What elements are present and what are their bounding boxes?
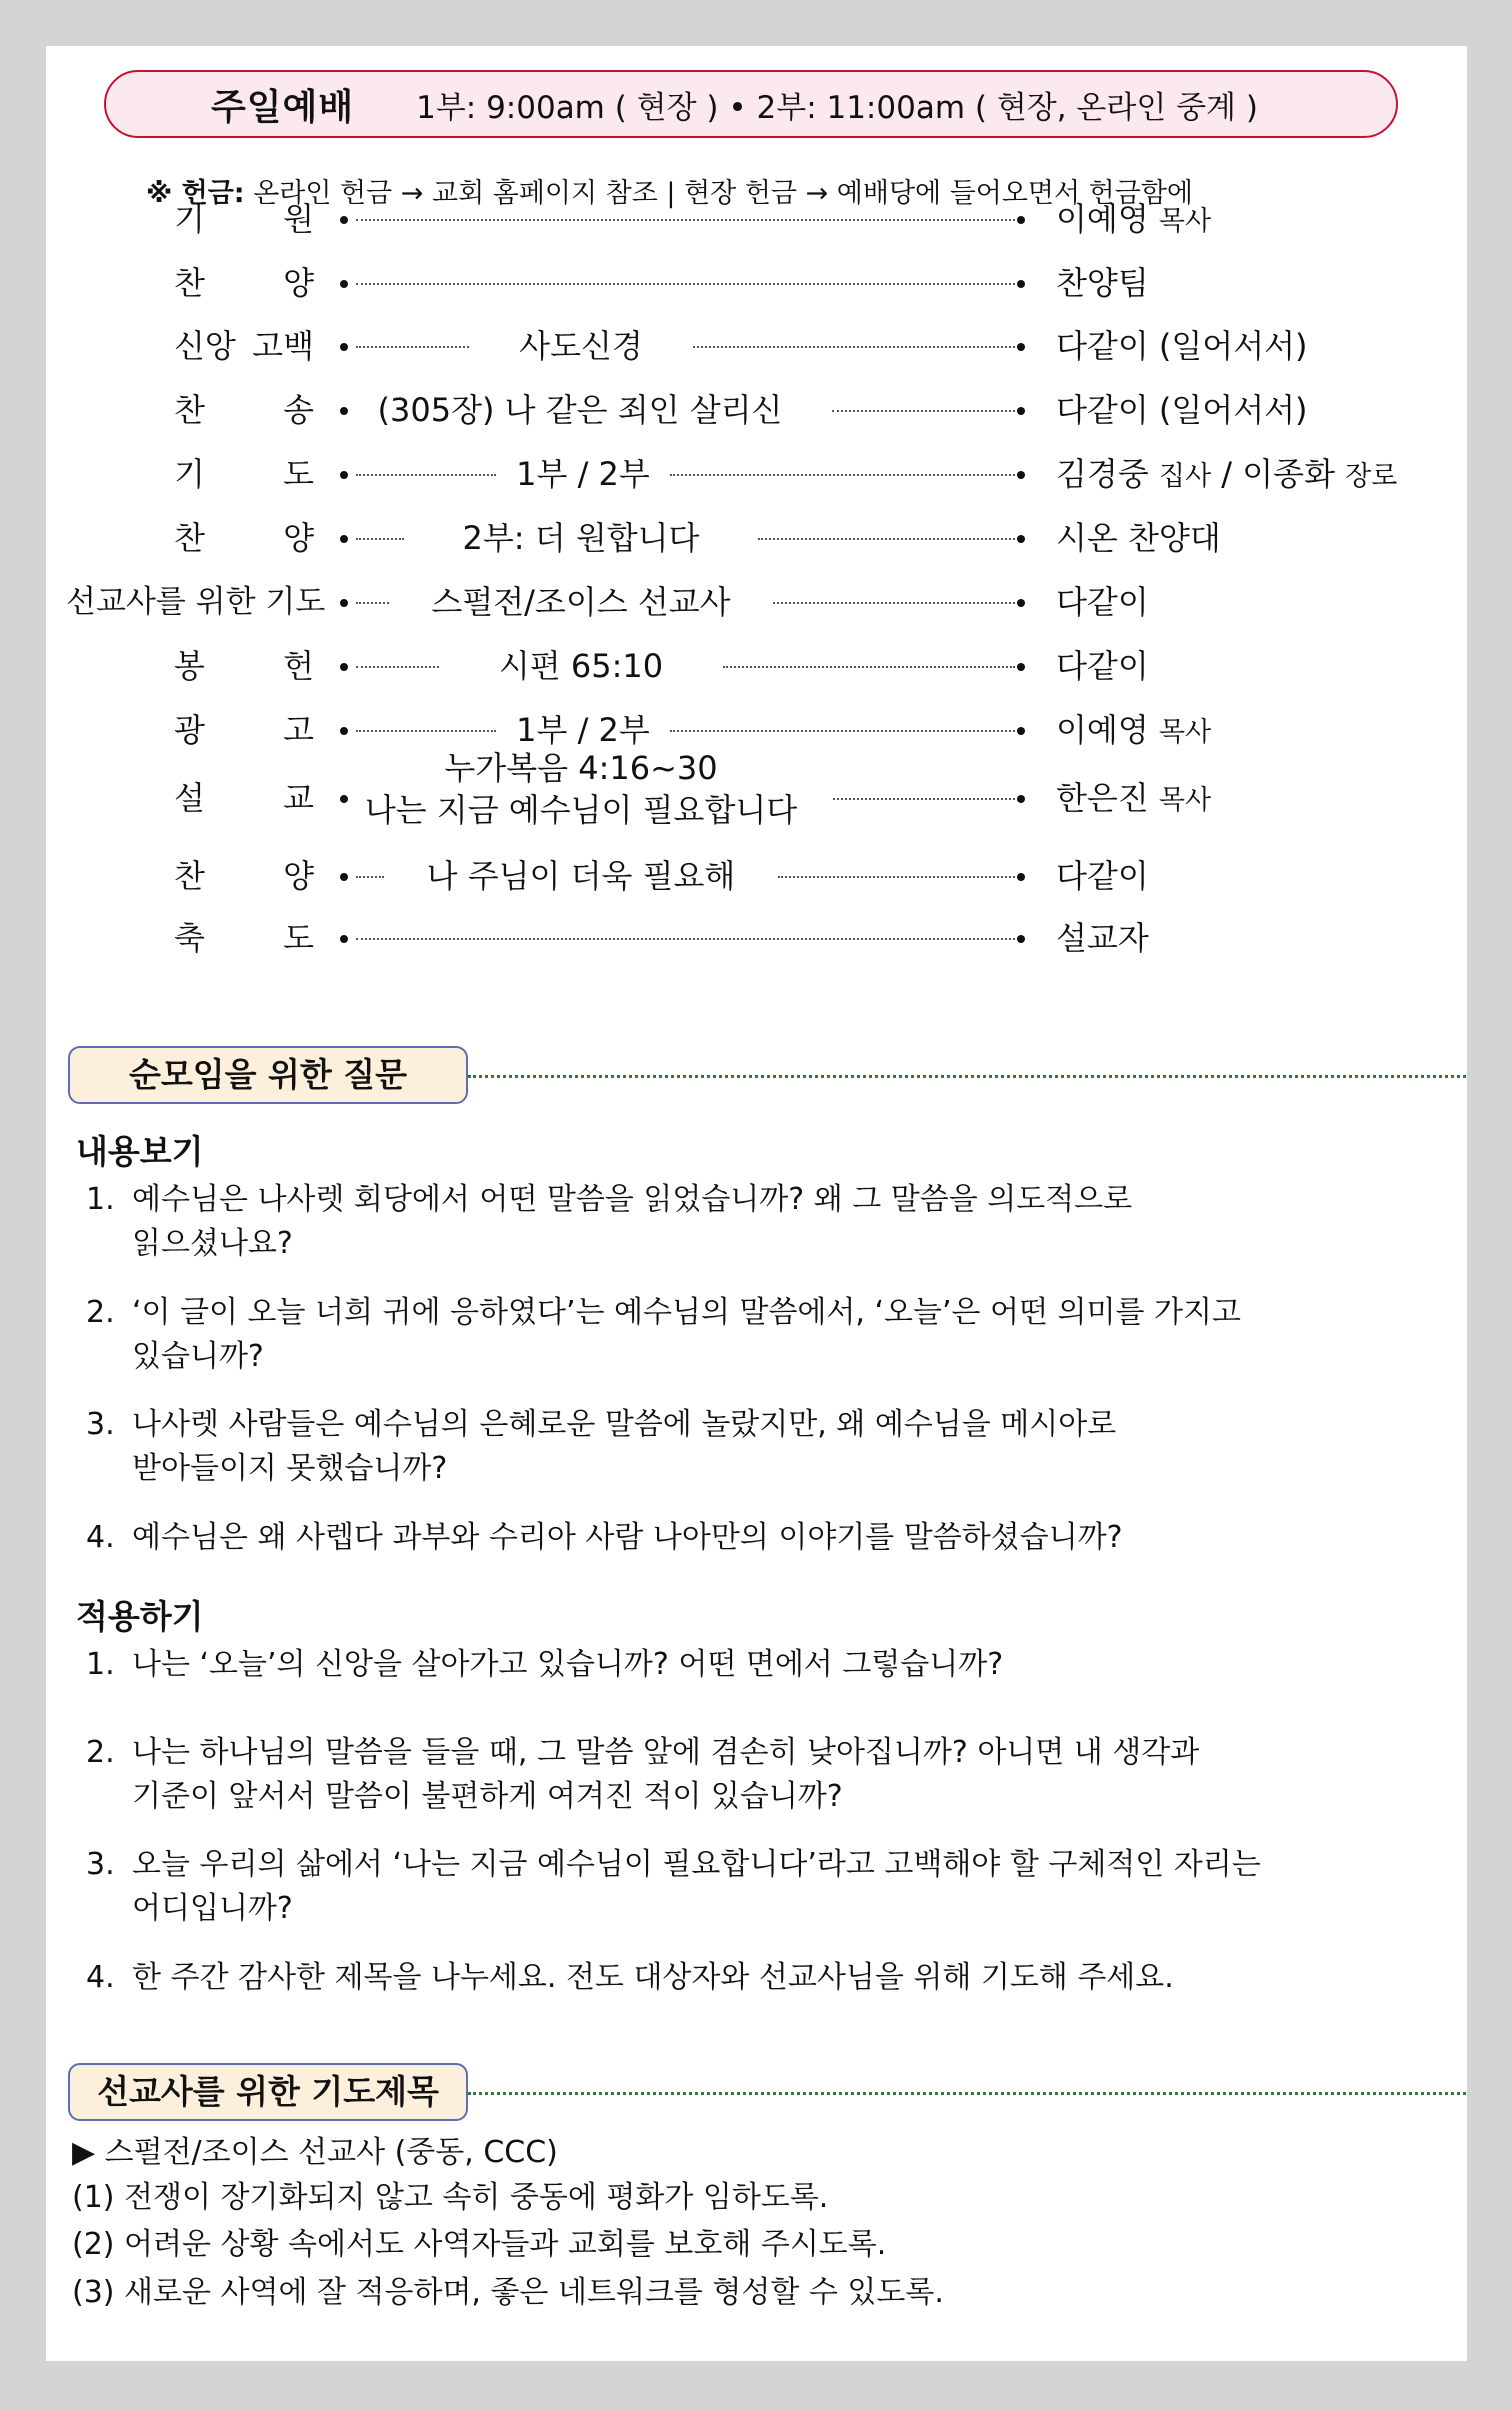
order-item-leader: 다같이 (일어서서) bbox=[1056, 327, 1308, 365]
order-row bbox=[46, 316, 1467, 376]
leader-dots bbox=[723, 666, 1015, 668]
order-item-detail-sub: 나는 지금 예수님이 필요합니다 bbox=[364, 791, 798, 829]
order-row bbox=[46, 572, 1467, 632]
question-item bbox=[86, 1403, 1466, 1491]
order-item-leader: 다같이 bbox=[1056, 583, 1149, 621]
order-item-leader: 김경중 집사 / 이종화 장로 bbox=[1056, 455, 1398, 493]
bullet-dot bbox=[340, 407, 348, 415]
leader-dots bbox=[356, 938, 1015, 940]
worship-times: 1부: 9:00am ( 현장 ) • 2부: 11:00am ( 현장, 온라인 중계 ) bbox=[416, 89, 1258, 126]
question-item bbox=[86, 1291, 1466, 1379]
bulletin-page bbox=[46, 46, 1467, 2361]
order-row bbox=[46, 846, 1467, 906]
mission-prayer-header: 선교사를 위한 기도제목 bbox=[68, 2063, 468, 2121]
bullet-dot bbox=[340, 599, 348, 607]
bullet-dot bbox=[340, 471, 348, 479]
question-text: 한 주간 감사한 제목을 나누세요. 전도 대상자와 선교사님을 위해 기도해 주세요. bbox=[132, 1960, 1174, 1995]
bullet-dot bbox=[1017, 663, 1025, 671]
order-row bbox=[46, 444, 1467, 504]
question-number: 3. bbox=[86, 1407, 115, 1442]
question-text: 예수님은 왜 사렙다 과부와 수리아 사람 나아만의 이야기를 말씀하셨습니까? bbox=[132, 1520, 1123, 1555]
question-item bbox=[86, 1643, 1466, 1687]
order-item-label: 선교사를 위한 기도 bbox=[66, 584, 326, 620]
leader-dots bbox=[356, 666, 439, 668]
order-row bbox=[46, 253, 1467, 313]
leader-dots bbox=[356, 602, 389, 604]
order-item-label: 기 원 bbox=[174, 200, 314, 238]
bullet-dot bbox=[1017, 599, 1025, 607]
order-item-leader: 다같이 (일어서서) bbox=[1056, 391, 1308, 429]
question-item bbox=[86, 1178, 1466, 1266]
question-text: 읽으셨나요? bbox=[132, 1226, 293, 1261]
order-row bbox=[46, 189, 1467, 249]
bullet-dot bbox=[340, 343, 348, 351]
order-row bbox=[46, 749, 1467, 829]
question-text: ‘이 글이 오늘 너희 귀에 응하였다’는 예수님의 말씀에서, ‘오늘’은 어떤 의미를 가지고 bbox=[132, 1295, 1241, 1330]
bullet-dot bbox=[340, 216, 348, 224]
order-item-detail: (305장) 나 같은 죄인 살리신 bbox=[377, 391, 783, 429]
question-number: 2. bbox=[86, 1735, 115, 1770]
question-text: 기준이 앞서서 말씀이 불편하게 여겨진 적이 있습니까? bbox=[132, 1779, 843, 1814]
leader-dots bbox=[758, 538, 1015, 540]
missionary-name: ▶ 스펄전/조이스 선교사 (중동, CCC) bbox=[72, 2135, 558, 2170]
question-number: 4. bbox=[86, 1960, 115, 1995]
leader-dots bbox=[356, 730, 496, 732]
order-item-detail: 2부: 더 원합니다 bbox=[462, 519, 700, 557]
question-text: 나사렛 사람들은 예수님의 은혜로운 말씀에 놀랐지만, 왜 예수님을 메시아로 bbox=[132, 1407, 1117, 1442]
bullet-dot bbox=[1017, 795, 1025, 803]
worship-title: 주일예배 bbox=[211, 86, 355, 128]
order-item-label: 기 도 bbox=[174, 455, 314, 493]
question-text: 나는 하나님의 말씀을 들을 때, 그 말씀 앞에 겸손히 낮아집니까? 아니면 내 생각과 bbox=[132, 1735, 1200, 1770]
offering-text: 온라인 헌금 → 교회 홈페이지 참조 | 현장 헌금 → 예배당에 들어오면서 헌금함에 bbox=[253, 178, 1194, 209]
order-item-label: 신앙 고백 bbox=[174, 327, 314, 365]
question-number: 4. bbox=[86, 1520, 115, 1555]
mission-item: (1) 전쟁이 장기화되지 않고 속히 중동에 평화가 임하도록. bbox=[72, 2180, 829, 2215]
question-text: 예수님은 나사렛 회당에서 어떤 말씀을 읽었습니까? 왜 그 말씀을 의도적으로 bbox=[132, 1182, 1133, 1217]
order-item-leader: 이예영 목사 bbox=[1056, 200, 1212, 238]
question-text: 오늘 우리의 삶에서 ‘나는 지금 예수님이 필요합니다’라고 고백해야 할 구체적인 자리는 bbox=[132, 1847, 1261, 1882]
order-item-label: 찬 송 bbox=[174, 391, 314, 429]
bullet-dot bbox=[340, 663, 348, 671]
leader-dots bbox=[773, 602, 1015, 604]
questions-divider bbox=[468, 1075, 1466, 1078]
order-item-label: 광 고 bbox=[174, 711, 314, 749]
bullet-dot bbox=[340, 795, 348, 803]
worship-title-banner bbox=[104, 70, 1398, 138]
order-item-detail: 스펄전/조이스 선교사 bbox=[431, 583, 731, 621]
bullet-dot bbox=[1017, 873, 1025, 881]
order-item-label: 설 교 bbox=[174, 779, 314, 817]
order-row bbox=[46, 380, 1467, 440]
leader-dots bbox=[356, 538, 404, 540]
leader-dots bbox=[356, 219, 1015, 221]
bullet-dot bbox=[340, 280, 348, 288]
question-item bbox=[86, 1516, 1466, 1560]
order-row bbox=[46, 508, 1467, 568]
leader-dots bbox=[356, 876, 384, 878]
order-item-detail: 시편 65:10 bbox=[498, 647, 664, 685]
question-item bbox=[86, 1956, 1466, 2000]
leader-dots bbox=[778, 876, 1015, 878]
bullet-dot bbox=[340, 935, 348, 943]
order-item-leader: 설교자 bbox=[1056, 919, 1149, 957]
question-number: 1. bbox=[86, 1182, 115, 1217]
order-item-label: 봉 헌 bbox=[174, 647, 314, 685]
question-number: 3. bbox=[86, 1847, 115, 1882]
leader-dots bbox=[356, 474, 496, 476]
order-item-leader: 시온 찬양대 bbox=[1056, 519, 1221, 557]
leader-dots bbox=[693, 346, 1015, 348]
leader-dots bbox=[670, 474, 1015, 476]
review-title: 내용보기 bbox=[76, 1132, 204, 1171]
bullet-dot bbox=[1017, 280, 1025, 288]
question-text: 어디입니까? bbox=[132, 1891, 293, 1926]
order-item-detail: 누가복음 4:16~30 bbox=[444, 749, 718, 787]
order-item-detail: 1부 / 2부 bbox=[516, 455, 650, 493]
questions-header: 순모임을 위한 질문 bbox=[68, 1046, 468, 1104]
bullet-dot bbox=[340, 873, 348, 881]
order-item-label: 찬 양 bbox=[174, 857, 314, 895]
order-item-leader: 찬양팀 bbox=[1056, 264, 1149, 302]
bullet-dot bbox=[1017, 343, 1025, 351]
order-item-label: 찬 양 bbox=[174, 264, 314, 302]
bullet-dot bbox=[1017, 535, 1025, 543]
order-row bbox=[46, 908, 1467, 968]
offering-label: ※ 헌금: bbox=[146, 178, 245, 209]
leader-dots bbox=[670, 730, 1015, 732]
bullet-dot bbox=[1017, 471, 1025, 479]
order-item-detail: 나 주님이 더욱 필요해 bbox=[426, 857, 736, 895]
question-item bbox=[86, 1843, 1466, 1931]
bullet-dot bbox=[1017, 216, 1025, 224]
question-number: 2. bbox=[86, 1295, 115, 1330]
leader-dots bbox=[356, 283, 1015, 285]
order-item-leader: 다같이 bbox=[1056, 647, 1149, 685]
order-item-leader: 다같이 bbox=[1056, 857, 1149, 895]
order-item-label: 찬 양 bbox=[174, 519, 314, 557]
order-item-leader: 한은진 목사 bbox=[1056, 779, 1212, 817]
question-text: 받아들이지 못했습니까? bbox=[132, 1451, 448, 1486]
order-item-leader: 이예영 목사 bbox=[1056, 711, 1212, 749]
question-text: 나는 ‘오늘’의 신앙을 살아가고 있습니까? 어떤 면에서 그렇습니까? bbox=[132, 1647, 1004, 1682]
bullet-dot bbox=[1017, 727, 1025, 735]
mission-divider bbox=[468, 2092, 1466, 2095]
order-row bbox=[46, 636, 1467, 696]
bullet-dot bbox=[340, 535, 348, 543]
question-item bbox=[86, 1731, 1466, 1819]
order-item-label: 축 도 bbox=[174, 919, 314, 957]
question-text: 있습니까? bbox=[132, 1339, 264, 1374]
bullet-dot bbox=[1017, 935, 1025, 943]
leader-dots bbox=[832, 410, 1015, 412]
bullet-dot bbox=[340, 727, 348, 735]
mission-item: (3) 새로운 사역에 잘 적응하며, 좋은 네트워크를 형성할 수 있도록. bbox=[72, 2275, 944, 2310]
order-item-detail: 사도신경 bbox=[519, 327, 643, 365]
mission-item: (2) 어려운 상황 속에서도 사역자들과 교회를 보호해 주시도록. bbox=[72, 2227, 887, 2262]
question-number: 1. bbox=[86, 1647, 115, 1682]
order-item-detail: 1부 / 2부 bbox=[516, 711, 650, 749]
leader-dots bbox=[356, 346, 469, 348]
bullet-dot bbox=[1017, 407, 1025, 415]
apply-title: 적용하기 bbox=[76, 1597, 204, 1636]
leader-dots bbox=[833, 798, 1015, 800]
